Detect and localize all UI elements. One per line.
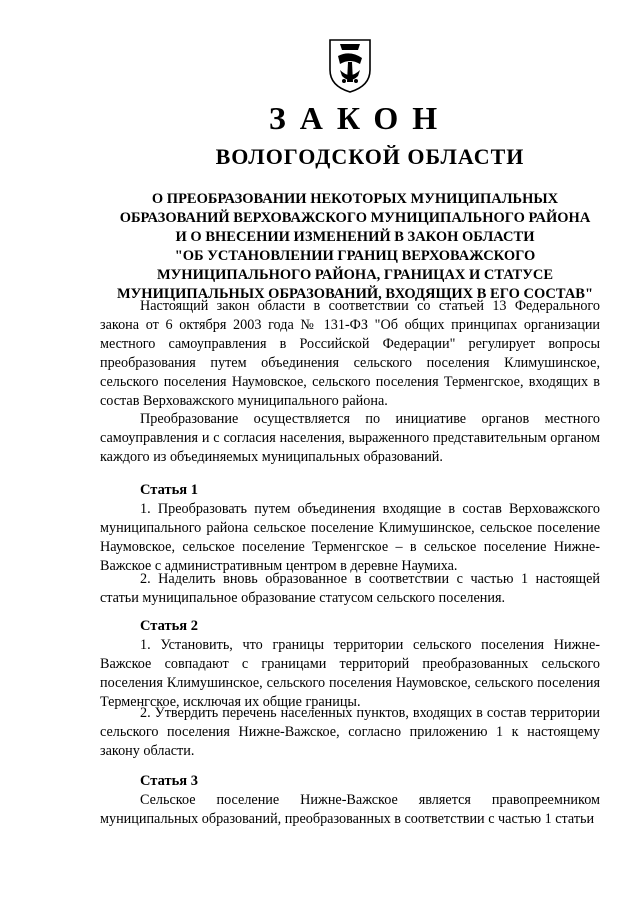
subtitle-line: МУНИЦИПАЛЬНОГО РАЙОНА, ГРАНИЦАХ И СТАТУСЕ (156, 267, 554, 283)
subtitle-line: О ПРЕОБРАЗОВАНИИ НЕКОТОРЫХ МУНИЦИПАЛЬНЫХ (151, 191, 559, 207)
preamble-paragraph: Настоящий закон области в соответствии со статьей 13 Федерального закона от 6 октября 2003 года № 131-ФЗ "Об общих принципах организации местного самоуправления в Российской Федерации" регулирует вопросы преобразования путем объединения сельского поселения Климушинское, сельского поселения Наумовское, сельского поселения Терменгское, входящих в состав Верховажского муниципального района. (100, 298, 600, 409)
law-title: ЗАКОН (268, 100, 452, 136)
subtitle-line: И О ВНЕСЕНИИ ИЗМЕНЕНИЙ В ЗАКОН ОБЛАСТИ (175, 229, 535, 245)
region-title: ВОЛОГОДСКОЙ ОБЛАСТИ (215, 144, 525, 169)
coat-of-arms-icon (320, 36, 380, 94)
law-subtitle (100, 190, 610, 304)
article-heading: Статья 3 (140, 773, 198, 789)
article-paragraph: 2. Утвердить перечень населенных пунктов, входящих в состав территории сельского поселения Нижне-Важское, согласно приложению 1 к настоящему закону области. (100, 705, 600, 759)
article-paragraph: 2. Наделить вновь образованное в соответствии с частью 1 настоящей статьи муниципальное образование статусом сельского поселения. (100, 571, 600, 606)
subtitle-line: МУНИЦИПАЛЬНЫХ ОБРАЗОВАНИЙ, ВХОДЯЩИХ В ЕГО СОСТАВ" (116, 286, 594, 302)
subtitle-line: ОБРАЗОВАНИЙ ВЕРХОВАЖСКОГО МУНИЦИПАЛЬНОГО РАЙОНА (119, 210, 591, 226)
article-heading: Статья 1 (140, 482, 198, 498)
article-heading: Статья 2 (140, 618, 198, 634)
preamble-paragraph: Преобразование осуществляется по инициативе органов местного самоуправления и с согласия населения, выраженного представительным органом каждого из объединяемых муниципальных образований. (100, 411, 600, 465)
article-paragraph: Сельское поселение Нижне-Важское является правопреемником муниципальных образований, преобразованных в соответствии с частью 1 статьи (100, 792, 600, 827)
article-paragraph: 1. Установить, что границы территории сельского поселения Нижне-Важское совпадают с границами территорий преобразованных сельского поселения Климушинское, сельского поселения Наумовское, сельского поселения Терменгское, исключая их общие границы. (100, 637, 600, 710)
article-paragraph: 1. Преобразовать путем объединения входящие в состав Верховажского муниципального района сельское поселение Климушинское, сельское поселение Наумовское, сельское поселение Терменгское – в сельское поселение Нижне-Важское с административным центром в деревне Наумиха. (100, 501, 600, 574)
subtitle-line: "ОБ УСТАНОВЛЕНИИ ГРАНИЦ ВЕРХОВАЖСКОГО (174, 248, 536, 264)
